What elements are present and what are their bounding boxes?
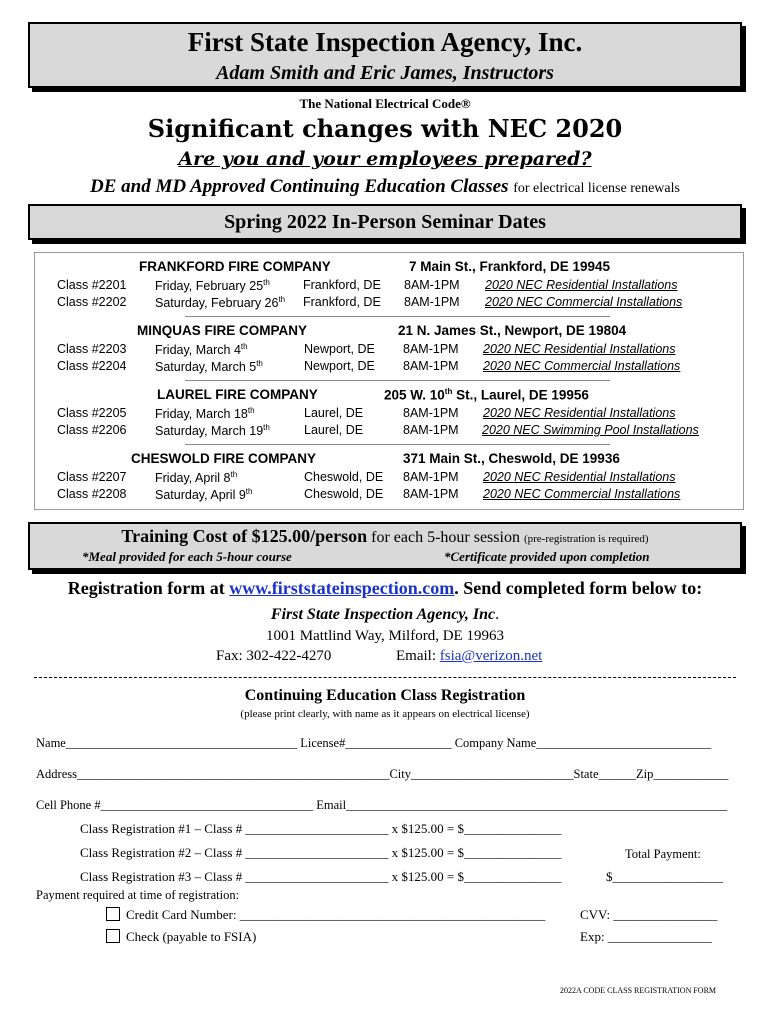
email-line: Email: fsia@verizon.net <box>396 648 543 664</box>
email-link[interactable]: fsia@verizon.net <box>439 648 543 664</box>
class-time: 8AM-1PM <box>403 406 459 420</box>
phone-email-row[interactable]: Cell Phone #__________________________________ Email_____________________________________________________________ <box>36 798 728 812</box>
class-date: Friday, April 8th <box>155 470 238 486</box>
class-number: Class #2205 <box>57 406 127 420</box>
address-row[interactable]: Address__________________________________________________City__________________________State______Zip____________ <box>36 767 729 781</box>
class-time: 8AM-1PM <box>403 359 459 373</box>
class-city: Cheswold, DE <box>304 487 384 501</box>
cut-line <box>34 677 736 678</box>
credit-card-checkbox[interactable] <box>106 907 120 921</box>
meal-note: *Meal provided for each 5-hour course <box>82 549 292 564</box>
class-city: Laurel, DE <box>304 406 364 420</box>
class-time: 8AM-1PM <box>404 278 460 292</box>
name-license-company-row[interactable]: Name_____________________________________ License#_________________ Company Name____________________________ <box>36 736 712 750</box>
company-title: First State Inspection Agency, Inc. <box>187 27 583 57</box>
class-number: Class #2202 <box>57 295 127 309</box>
approved-main: DE and MD Approved Continuing Education Classes <box>90 176 509 197</box>
seminar-title: Spring 2022 In-Person Seminar Dates <box>224 211 546 233</box>
class-course: 2020 NEC Residential Installations <box>483 342 676 356</box>
approved-line <box>0 176 770 198</box>
class-city: Newport, DE <box>304 342 375 356</box>
instructors-line: Adam Smith and Eric James, Instructors <box>216 62 554 84</box>
class-city: Frankford, DE <box>303 295 381 309</box>
form-footer: 2022A CODE CLASS REGISTRATION FORM <box>560 986 717 995</box>
venue-address: 371 Main St., Cheswold, DE 19936 <box>403 451 620 466</box>
mail-street: 1001 Mattlind Way, Milford, DE 19963 <box>266 628 504 644</box>
class-number: Class #2201 <box>57 278 127 292</box>
venue-name: CHESWOLD FIRE COMPANY <box>131 451 316 466</box>
registration-link[interactable]: www.firststateinspection.com <box>229 578 455 598</box>
exp-field[interactable]: Exp: ________________ <box>580 929 712 944</box>
class-time: 8AM-1PM <box>403 423 459 437</box>
class-date: Friday, March 4th <box>155 342 248 358</box>
headline: Significant changes with NEC 2020 <box>147 114 623 143</box>
class-time: 8AM-1PM <box>403 487 459 501</box>
title-banner <box>28 22 742 88</box>
class-course: 2020 NEC Residential Installations <box>483 470 676 484</box>
class-number: Class #2208 <box>57 487 127 501</box>
credit-card-field[interactable]: Credit Card Number: _______________________________________________ <box>126 907 546 922</box>
class-number: Class #2204 <box>57 359 127 373</box>
divider <box>185 380 610 381</box>
divider <box>185 444 610 445</box>
class-date: Friday, February 25th <box>155 278 270 294</box>
total-payment-field[interactable]: $_________________ <box>606 869 723 884</box>
approved-suffix: for electrical license renewals <box>513 181 680 196</box>
schedule-box <box>34 252 744 510</box>
credit-card-row <box>106 907 545 923</box>
venue-name: MINQUAS FIRE COMPANY <box>137 323 308 338</box>
class-time: 8AM-1PM <box>404 295 460 309</box>
class-city: Laurel, DE <box>304 423 364 437</box>
check-row <box>106 929 256 945</box>
check-checkbox[interactable] <box>106 929 120 943</box>
class-number: Class #2207 <box>57 470 127 484</box>
form-subtitle: (please print clearly, with name as it appears on electrical license) <box>240 708 530 720</box>
class-city: Frankford, DE <box>303 278 381 292</box>
certificate-note: *Certificate provided upon completion <box>444 549 650 564</box>
class-date: Saturday, February 26th <box>155 295 286 311</box>
venue-name: LAUREL FIRE COMPANY <box>157 387 318 402</box>
nec-label: The National Electrical Code® <box>299 96 471 111</box>
registration-line: Registration form at www.firststateinspection.com. Send completed form below to: <box>67 578 703 598</box>
check-label: Check (payable to FSIA) <box>126 929 257 944</box>
class-course: 2020 NEC Residential Installations <box>485 278 678 292</box>
cost-line: Training Cost of $125.00/person for each 5-hour session (pre-registration is required) <box>121 526 649 546</box>
class-course: 2020 NEC Commercial Installations <box>483 487 681 501</box>
venue-address: 7 Main St., Frankford, DE 19945 <box>409 259 611 274</box>
class-date: Saturday, March 5th <box>155 359 263 375</box>
class-city: Newport, DE <box>304 359 375 373</box>
subhead: Are you and your employees prepared? <box>178 148 592 170</box>
class-number: Class #2203 <box>57 342 127 356</box>
class-registration-3[interactable]: Class Registration #3 – Class # ______________________ x $125.00 = $_______________ <box>80 869 562 884</box>
class-time: 8AM-1PM <box>403 342 459 356</box>
class-city: Cheswold, DE <box>304 470 384 484</box>
class-date: Saturday, April 9th <box>155 487 253 503</box>
venue-name: FRANKFORD FIRE COMPANY <box>139 259 331 274</box>
mail-company: First State Inspection Agency, Inc. <box>270 606 500 623</box>
cvv-field[interactable]: CVV: ________________ <box>580 907 718 922</box>
class-date: Friday, March 18th <box>155 406 255 422</box>
venue-address: 21 N. James St., Newport, DE 19804 <box>398 323 627 338</box>
class-registration-2[interactable]: Class Registration #2 – Class # ______________________ x $125.00 = $_______________ <box>80 845 562 860</box>
class-registration-1[interactable]: Class Registration #1 – Class # ______________________ x $125.00 = $_______________ <box>80 821 562 836</box>
class-time: 8AM-1PM <box>403 470 459 484</box>
class-course: 2020 NEC Residential Installations <box>483 406 676 420</box>
class-course: 2020 NEC Swimming Pool Installations <box>482 423 699 437</box>
training-cost-banner <box>28 522 742 570</box>
seminar-title-banner <box>28 204 742 240</box>
class-number: Class #2206 <box>57 423 127 437</box>
class-course: 2020 NEC Commercial Installations <box>483 359 681 373</box>
divider <box>185 316 610 317</box>
payment-note: Payment required at time of registration: <box>36 888 240 902</box>
class-date: Saturday, March 19th <box>155 423 270 439</box>
total-payment-label: Total Payment: <box>625 847 701 861</box>
venue-address: 205 W. 10th St., Laurel, DE 19956 <box>384 387 589 403</box>
form-title: Continuing Education Class Registration <box>244 687 526 704</box>
class-course: 2020 NEC Commercial Installations <box>485 295 683 309</box>
fax-number: Fax: 302-422-4270 <box>216 648 332 664</box>
